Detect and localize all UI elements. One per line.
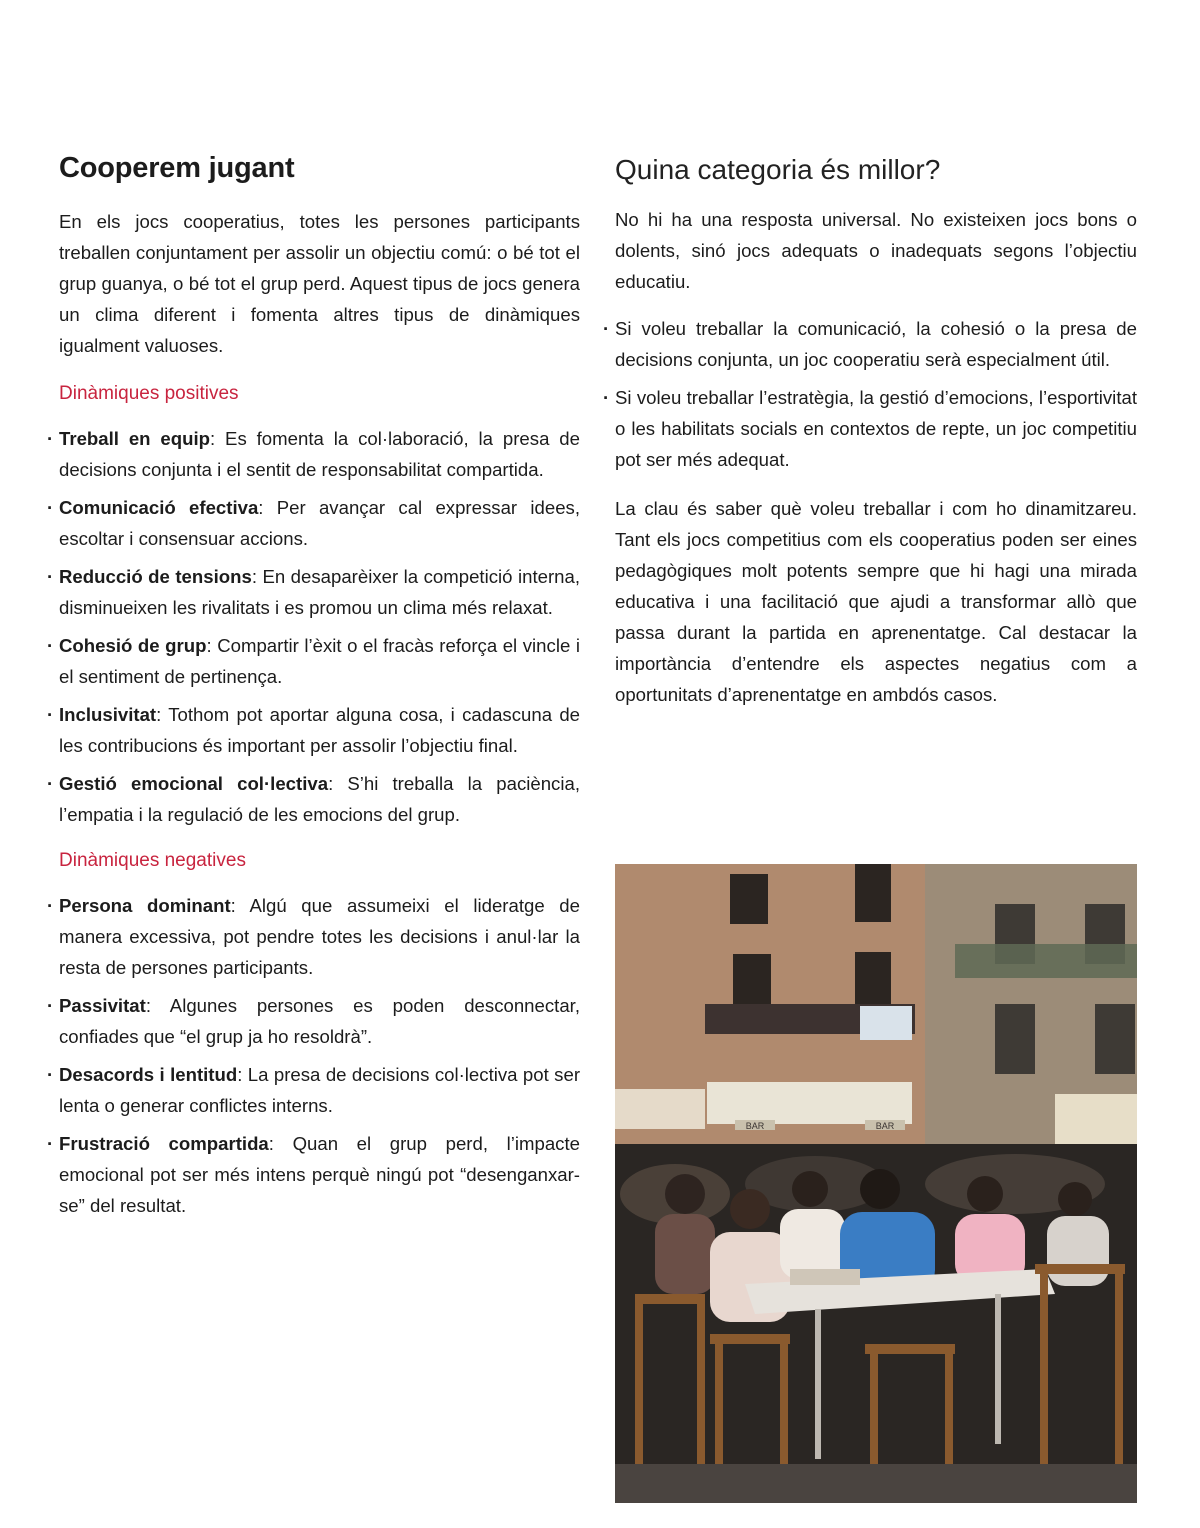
list-item (59, 768, 580, 830)
photo-illustration (615, 864, 1137, 1503)
person-head (967, 1176, 1003, 1212)
chair-leg (1040, 1264, 1048, 1464)
item-text: : Quan el grup perd, l’impacte emocional pot ser més intens perquè ningú pot “desenganxar-se” del resultat. (59, 1133, 580, 1216)
item-term: Gestió emocional col·lectiva (59, 773, 329, 794)
person-head (792, 1171, 828, 1207)
item-text: : Tothom pot aportar alguna cosa, i cadascuna de les contribucions és important per assolir l’objectiu final. (59, 704, 580, 756)
window (855, 864, 891, 922)
item-term: Persona dominant (59, 895, 231, 916)
board-game (790, 1269, 860, 1285)
item-term: Frustració compartida (59, 1133, 269, 1154)
poster (860, 1006, 912, 1040)
string-lights (615, 1089, 705, 1129)
person-body (780, 1209, 845, 1279)
intro-paragraph: No hi ha una resposta universal. No existeixen jocs bons o dolents, sinó jocs adequats o inadequats segons l’objectiu educatiu. (615, 209, 1137, 292)
chair-leg (1115, 1264, 1123, 1464)
negative-heading: Dinàmiques negatives (59, 850, 246, 871)
right-column (615, 150, 1137, 710)
item-term: Comunicació efectiva (59, 497, 259, 518)
item-term: Cohesió de grup (59, 635, 207, 656)
person-head (730, 1189, 770, 1229)
window (730, 874, 768, 924)
section-title: Quina categoria és millor? (615, 154, 941, 185)
window (995, 1004, 1035, 1074)
chair (865, 1344, 955, 1354)
item-text: : Algú que assumeixi el lideratge de manera excessiva, pot pendre totes les decisions i anul·lar la resta de persones participants. (59, 895, 580, 978)
positive-heading: Dinàmiques positives (59, 383, 239, 404)
recommendation-list (615, 313, 1137, 475)
person-body (655, 1214, 715, 1294)
list-item (59, 561, 580, 623)
item-text: : Algunes persones es poden desconnectar, confiades que “el grup ja ho resoldrà”. (59, 995, 580, 1047)
conclusion-paragraph: La clau és saber què voleu treballar i com ho dinamitzareu. Tant els jocs competitius com els cooperatius poden ser eines pedagògiques molt potents sempre que hi hagi una mirada educativa i una facilitació que ajudi a transformar allò que passa durant la partida en aprenentatge. Cal destacar la importància d’entendre els aspectes negatius com a oportunitats d’aprenentatge en ambdós casos. (615, 498, 1137, 705)
item-term: Passivitat (59, 995, 146, 1016)
item-text: : Per avançar cal expressar idees, escoltar i consensuar accions. (59, 497, 580, 549)
item-term: Desacords i lentitud (59, 1064, 238, 1085)
bar-sign-text: BAR (745, 1121, 765, 1131)
item-text: : Es fomenta la col·laboració, la presa de decisions conjunta i el sentit de responsabilitat compartida. (59, 428, 580, 480)
item-term: Reducció de tensions (59, 566, 252, 587)
list-item (59, 890, 580, 983)
negative-list (59, 890, 580, 1221)
item-text: : Compartir l’èxit o el fracàs reforça el vincle i el sentiment de pertinença. (59, 635, 580, 687)
list-item (59, 1128, 580, 1221)
item-text: : En desaparèixer la competició interna, disminueixen les rivalitats i es promou un clima més relaxat. (59, 566, 580, 618)
item-term: Inclusivitat (59, 704, 157, 725)
chair (1035, 1264, 1125, 1274)
list-item (59, 630, 580, 692)
intro-paragraph: En els jocs cooperatius, totes les persones participants treballen conjuntament per assolir un objectiu comú: o bé tot el grup guanya, o bé tot el grup perd. Aquest tipus de jocs genera un clima diferent i fomenta altres tipus de dinàmiques igualment valuoses. (59, 211, 580, 356)
list-item (59, 1059, 580, 1121)
list-item (59, 990, 580, 1052)
person-head (1058, 1182, 1092, 1216)
section-title: Cooperem jugant (59, 152, 295, 184)
balcony (955, 944, 1137, 978)
list-item (59, 423, 580, 485)
person-head (665, 1174, 705, 1214)
item-text: : La presa de decisions col·lectiva pot ser lenta o generar conflictes interns. (59, 1064, 581, 1116)
person-body (1047, 1216, 1109, 1286)
pavement (615, 1464, 1137, 1503)
person-head (860, 1169, 900, 1209)
list-item (59, 492, 580, 554)
left-column (59, 150, 580, 1237)
item-text: : S’hi treballa la paciència, l’empatia i la regulació de les emocions del grup. (59, 773, 580, 825)
street-games-photo (615, 864, 1137, 1503)
chair (635, 1294, 705, 1304)
table-leg (815, 1309, 821, 1459)
list-item: · Si voleu treballar l’estratègia, la gestió d’emocions, l’esportivitat o les habilitats socials en contextos de repte, un joc competitiu pot ser més adequat. (615, 382, 1137, 475)
list-item: · Si voleu treballar la comunicació, la cohesió o la presa de decisions conjunta, un joc cooperatiu serà especialment útil. (615, 313, 1137, 375)
bar-sign-text: BAR (875, 1121, 895, 1131)
awning (707, 1082, 912, 1124)
window (1095, 1004, 1135, 1074)
item-term: Treball en equip (59, 428, 210, 449)
positive-list (59, 423, 580, 830)
table-leg (995, 1294, 1001, 1444)
list-item (59, 699, 580, 761)
